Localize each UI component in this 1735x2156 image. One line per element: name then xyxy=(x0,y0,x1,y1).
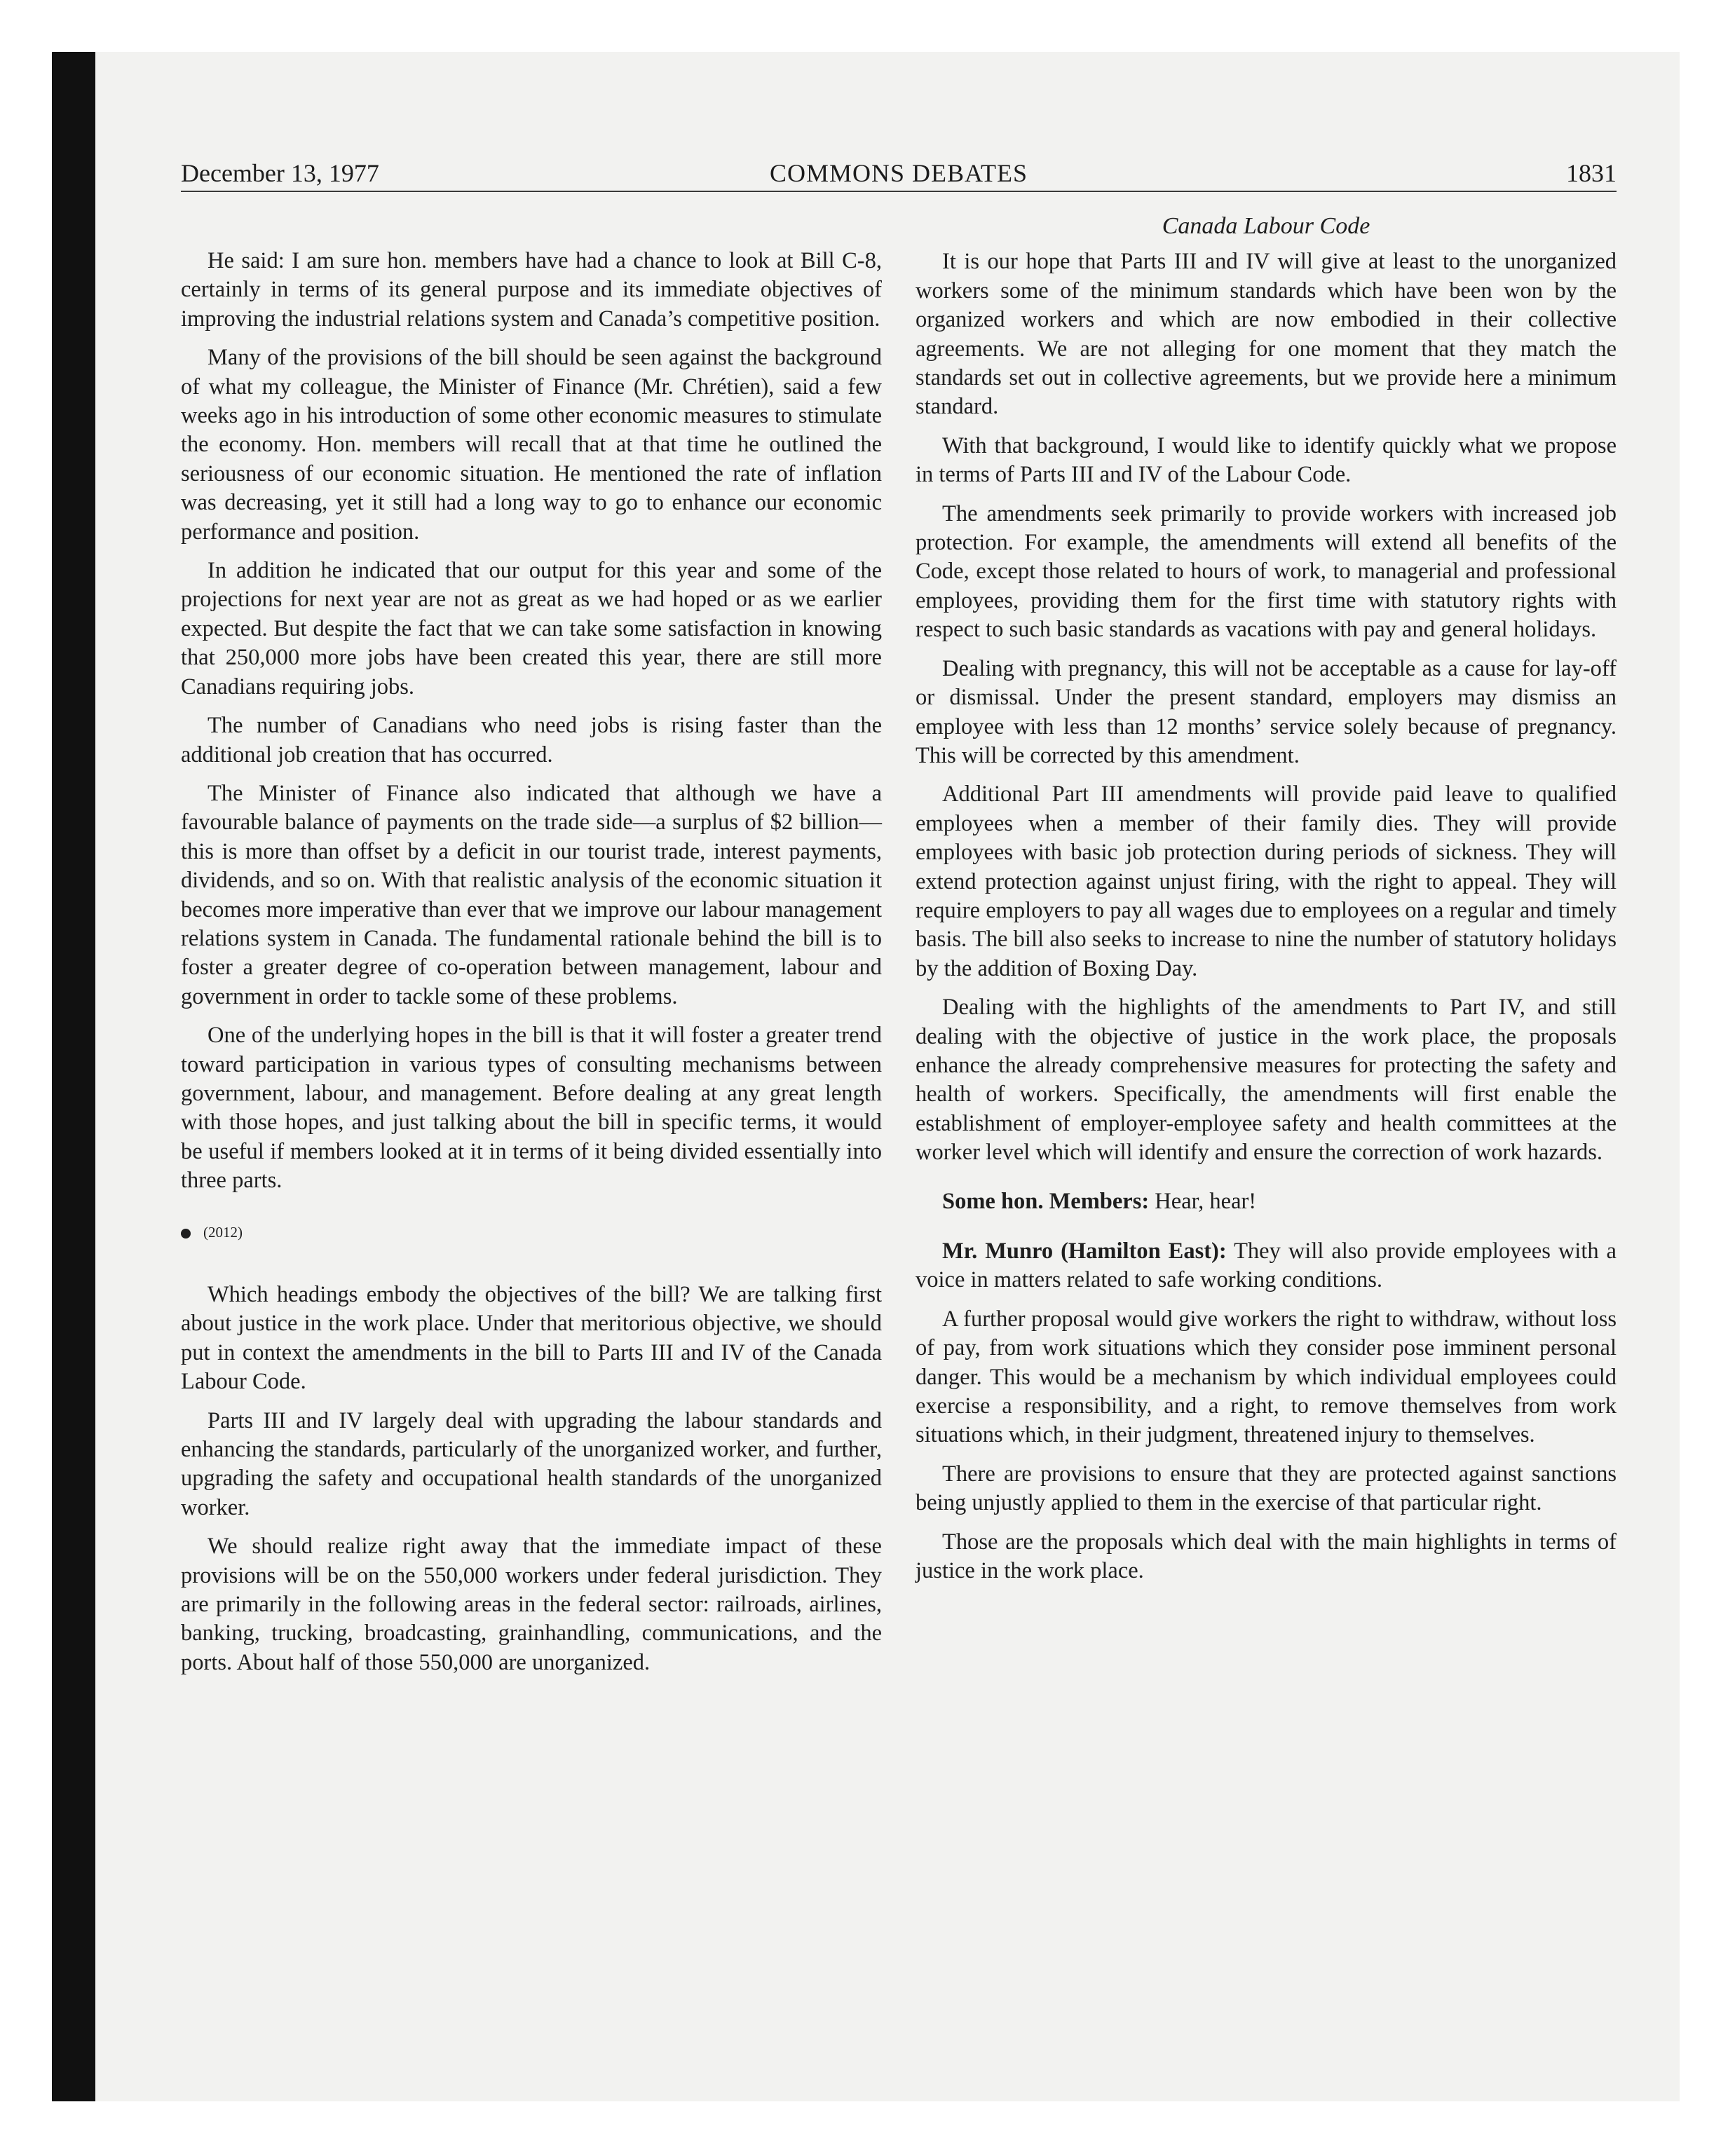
paragraph: Those are the proposals which deal with the main highlights in terms of justice in the work place. xyxy=(916,1529,1617,1584)
paragraph: Additional Part III amendments will provide paid leave to qualified employees when a member of their family dies. They will provide employees with basic job protection during periods of sickness. They will extend protection against unjust firing, with the right to appeal. They will require employers to pay all wages due to employees on a regular and timely basis. The bill also seeks to increase to nine the number of statutory holidays by the addition of Boxing Day. xyxy=(916,782,1617,981)
speaker-text: They will also provide employees with a voice in matters related to safe working conditions. xyxy=(916,1239,1617,1293)
time-marker-text: (2012) xyxy=(203,1223,243,1241)
paragraph: In addition he indicated that our output for this year and some of the projections for next year are not as great as we had hoped or as we earlier expected. But despite the fact that we can take some satisfaction in knowing that 250,000 more jobs have been created this year, there are still more Canadians requiring jobs. xyxy=(181,558,882,700)
speaker-name: Mr. Munro (Hamilton East): xyxy=(942,1239,1227,1264)
bullet-icon xyxy=(181,1229,191,1239)
header-date: December 13, 1977 xyxy=(181,159,379,187)
time-marker xyxy=(181,1218,882,1247)
interjection-text: Hear, hear! xyxy=(1155,1188,1257,1214)
page-number: 1831 xyxy=(1566,159,1617,187)
paragraph: There are provisions to ensure that they are protected against sanctions being unjustly applied to them in the exercise of that particular right. xyxy=(916,1461,1617,1516)
paragraph: He said: I am sure hon. members have had a chance to look at Bill C-8, certainly in terms of its general purpose and its immediate objectives of improving the industrial relations system and Canada’s competitive position. xyxy=(181,248,882,332)
paragraph: A further proposal would give workers the right to withdraw, without loss of pay, from work situations which they consider pose imminent personal danger. This would be a mechanism by which individual employees could exercise a responsibility, and a right, to remove themselves from work situations which, in their judgment, threatened injury to themselves. xyxy=(916,1306,1617,1448)
paragraph: Dealing with the highlights of the amendments to Part IV, and still dealing with the objective of justice in the work place, the proposals enhance the already comprehensive measures for protecting the safety and health of workers. Specifically, the amendments will first enable the establishment of employer-employee safety and health committees at the worker level which will identify and ensure the correction of work hazards. xyxy=(916,995,1617,1166)
paragraph: Dealing with pregnancy, this will not be acceptable as a cause for lay-off or dismissal. Under the present standard, employers may dismiss an employee with less than 12 months’ service solely because of pregnancy. This will be corrected by this amendment. xyxy=(916,655,1617,768)
paragraph: The amendments seek primarily to provide workers with increased job protection. For example, the amendments will extend all benefits of the Code, except those related to hours of work, to managerial and professional employees, providing them for the first time with statutory rights with respect to such basic standards as vacations with pay and general holidays. xyxy=(916,500,1617,643)
paragraph: We should realize right away that the immediate impact of these provisions will be on the 550,000 workers under federal jurisdiction. They are primarily in the following areas in the federal sector: railroads, airlines, banking, trucking, broadcasting, grainhandling, communications, and the ports. About half of those 550,000 are unorganized. xyxy=(181,1534,882,1675)
paragraph: Parts III and IV largely deal with upgrading the labour standards and enhancing the standards, particularly of the unorganized worker, and further, upgrading the safety and occupational health standards of the unorganized worker. xyxy=(181,1407,882,1520)
running-head: Canada Labour Code xyxy=(1162,213,1370,239)
paragraph: Many of the provisions of the bill should be seen against the background of what my colleague, the Minister of Finance (Mr. Chrétien), said a few weeks ago in his introduction of some other economic measures to stimulate the economy. Hon. members will recall that at that time he outlined the seriousness of our economic situation. He mentioned the rate of inflation was decreasing, yet it still had a long way to go to enhance our economic performance and position. xyxy=(181,345,882,545)
interjection-speaker: Some hon. Members: xyxy=(942,1188,1150,1214)
paragraph: With that background, I would like to identify quickly what we propose in terms of Parts III and IV of the Labour Code. xyxy=(916,432,1617,488)
paragraph: It is our hope that Parts III and IV will give at least to the unorganized workers some of the minimum standards which have been won by the organized workers and which are now embodied in their collective agreements. We are not alleging for one moment that they match the standards set out in collective agreements, but we provide here a minimum standard. xyxy=(916,249,1617,420)
binding-edge xyxy=(52,52,95,2101)
paragraph: The Minister of Finance also indicated that although we have a favourable balance of payments on the trade side—a surplus of $2 billion—this is more than offset by a deficit in our tourist trade, interest payments, dividends, and so on. With that realistic analysis of the economic situation it becomes more imperative than ever that we improve our labour management relations system in Canada. The fundamental rationale behind the bill is to foster a greater degree of co-operation between management, labour and government in order to tackle some of these problems. xyxy=(181,780,882,1009)
left-column xyxy=(181,247,882,1687)
header-rule xyxy=(181,191,1617,192)
page-header xyxy=(181,158,1617,193)
paragraph: One of the underlying hopes in the bill is that it will foster a greater trend toward participation in various types of consulting mechanisms between government, labour, and management. Before dealing at any great length with those hopes, and just talking about the bill in specific terms, it would be useful if members looked at it in terms of it being divided essentially into three parts. xyxy=(181,1023,882,1194)
header-title: COMMONS DEBATES xyxy=(769,159,1028,187)
speaker-paragraph xyxy=(916,1237,1617,1295)
right-column xyxy=(916,212,1617,1595)
interjection xyxy=(916,1187,1617,1216)
paragraph: The number of Canadians who need jobs is rising faster than the additional job creation that has occurred. xyxy=(181,713,882,767)
paragraph: Which headings embody the objectives of the bill? We are talking first about justice in the work place. Under that meritorious objective, we should put in context the amendments in the bill to Parts III and IV of the Canada Labour Code. xyxy=(181,1282,882,1395)
